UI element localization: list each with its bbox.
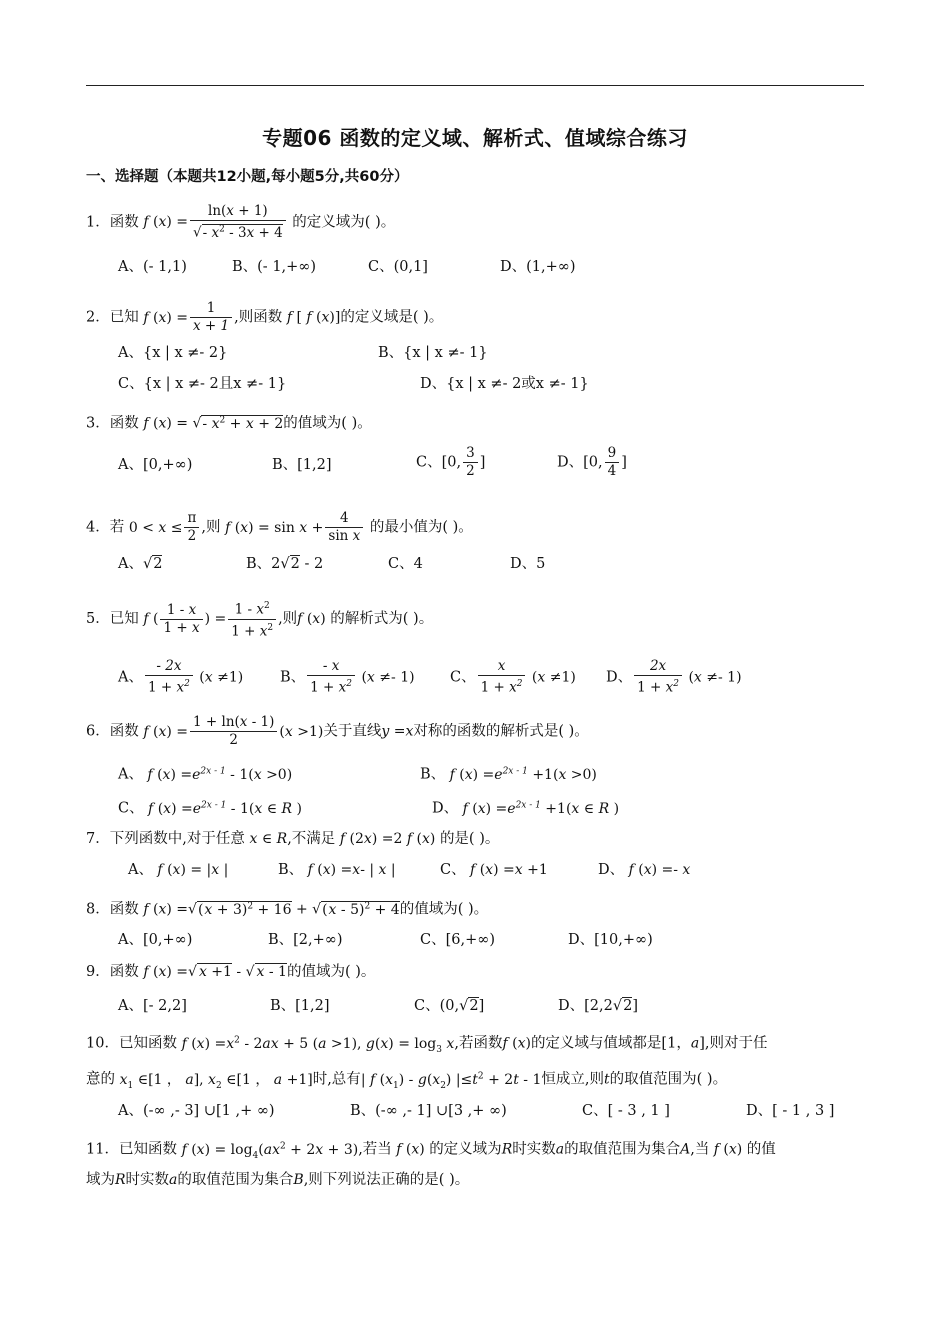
q11-label: 11．已知函数 <box>86 1141 177 1158</box>
q7-option-d[interactable]: D、 f (x) =- x <box>598 862 691 878</box>
q7-formula: f (2x) =2 f (x) <box>339 831 436 847</box>
q10-a: a <box>690 1035 700 1052</box>
q4-option-b[interactable]: B、2√2 - 2 <box>246 556 324 572</box>
q4-formula: f (x) = sin x + $\frac{4}{\text{sin x}}$ <box>225 520 365 536</box>
q6-option-b[interactable]: B、 f $(x) =e^{2x - 1} +1(x >0)$ <box>420 766 597 783</box>
q7-option-c-label: C、 <box>440 862 466 878</box>
q11-text-e: 的取值范围为集合 <box>564 1141 681 1158</box>
q7-tail: 的是( )。 <box>439 831 500 847</box>
q4-option-a[interactable]: A、√2 <box>118 556 163 572</box>
q11-a-2: a <box>169 1172 178 1188</box>
q11-formula: f $(x) = \log_4(ax^2 + 2x + 3)$ <box>181 1141 359 1161</box>
q4-mid: ,则 <box>201 519 221 536</box>
q3-formula: f (x) = √- $x^2 + x + 2$ <box>143 415 284 432</box>
q7-option-b[interactable]: B、 f (x) =x- | x | <box>278 862 396 878</box>
q2-formula: f (x) = $\frac{1}{x + 1}$ <box>143 310 234 326</box>
q3-option-c-label: C、 <box>416 454 442 471</box>
q11-set-b: B <box>293 1172 304 1188</box>
q10-text-c: 的定义域与值域都是[1， <box>530 1035 691 1052</box>
q1-formula: f (x) = $\frac{\ln(x + 1)}{√- x^2 - 3x + 4}$ <box>143 214 287 230</box>
q3-tail: 的值域为( )。 <box>283 415 372 432</box>
q11-text-c: 的定义域为 <box>429 1141 502 1158</box>
q11-fx: f (x) <box>391 1141 425 1158</box>
q9-option-d[interactable]: D、[2,2√2] <box>558 998 639 1014</box>
q3-option-a[interactable]: A、[0,+∞) <box>118 457 193 473</box>
q5-fx: f (x) <box>297 611 326 627</box>
q5-option-a-label: A、 <box>118 669 143 686</box>
q11-text-k: ,则下列说法正确的是( )。 <box>303 1172 470 1188</box>
q6-tail: 对称的函数的解析式是( )。 <box>413 723 589 740</box>
q5-option-d-label: D、 <box>606 669 633 686</box>
question-2 <box>86 300 443 335</box>
q1-tail: 的定义域为( )。 <box>292 214 396 231</box>
q10-option-c[interactable]: C、[ - 3 , 1 ] <box>582 1103 670 1119</box>
q6-option-a-label: A、 <box>118 766 143 783</box>
question-1 <box>86 203 395 242</box>
question-6 <box>86 714 589 749</box>
q9-option-c[interactable]: C、(0,√2] <box>414 998 485 1014</box>
q2-mid: ,则函数 <box>234 309 283 326</box>
q2-tail: 的定义域是( )。 <box>340 309 444 326</box>
q10-option-d[interactable]: D、[ - 1 , 3 ] <box>746 1103 835 1119</box>
q4-condition: 0 < x ≤ $\frac{\pi}{2}$ <box>129 520 202 536</box>
question-7 <box>86 829 499 849</box>
question-11-line-2 <box>86 1170 469 1190</box>
q7-option-c[interactable]: C、 f (x) =x +1 <box>440 862 548 878</box>
q8-option-d[interactable]: D、[10,+∞) <box>568 932 653 948</box>
q7-option-b-label: B、 <box>278 862 304 878</box>
q4-label: 4．若 <box>86 519 125 536</box>
q8-tail: 的值域为( )。 <box>399 901 489 918</box>
q8-label: 8．函数 <box>86 901 139 918</box>
q11-r-2: R <box>115 1172 126 1188</box>
q1-option-d[interactable]: D、(1,+∞) <box>500 259 576 275</box>
q11-text-g: 的值 <box>746 1141 776 1158</box>
q9-option-b[interactable]: B、[1,2] <box>270 998 330 1014</box>
q8-option-b[interactable]: B、[2,+∞) <box>268 932 343 948</box>
q8-formula: f $(x) =√(x + 3)^2 + 16 + √(x - 5)^2 + 4$ <box>143 901 400 918</box>
q10-text-f: 时,总有 <box>312 1071 361 1088</box>
q6-option-c[interactable]: C、 f $(x) =e^{2x - 1} - 1(x$ ∈ R ) <box>118 800 302 817</box>
q2-option-a[interactable]: A、{x | x ≠- 2} <box>118 345 228 361</box>
q11-a: a <box>555 1141 565 1158</box>
q6-mid: 关于直线 <box>323 723 382 740</box>
q10-text-g: 恒成立,则 <box>541 1071 604 1088</box>
q4-option-d[interactable]: D、5 <box>510 556 546 572</box>
q10-text-h: 的取值范围为( )。 <box>609 1071 728 1088</box>
q9-option-a[interactable]: A、[- 2,2] <box>118 998 187 1014</box>
q1-option-b[interactable]: B、(- 1,+∞) <box>232 259 317 275</box>
q10-text-e: 意的 <box>86 1071 115 1088</box>
q7-mid: ,不满足 <box>287 831 336 847</box>
q9-option-d-label: D、 <box>558 998 585 1014</box>
q5-option-d[interactable]: D、 $\frac{2x}{1 + x^2}$ (x ≠- 1) <box>606 658 742 696</box>
q5-option-c[interactable]: C、 $\frac{x}{1 + x^2}$ (x ≠1) <box>450 658 576 696</box>
q7-domain: x ∈ R <box>249 831 288 847</box>
q10-x-domain: $x_1$ ∈[1 ， a], $x_2$ ∈[1 ， a +1] <box>119 1071 313 1091</box>
q10-option-b[interactable]: B、(-∞ ,- 1] ∪[3 ,+ ∞) <box>350 1103 507 1119</box>
question-8 <box>86 896 488 920</box>
q2-option-c[interactable]: C、{x | x ≠- 2且x ≠- 1} <box>118 376 287 392</box>
question-5 <box>86 598 433 640</box>
q6-option-a[interactable]: A、 f $(x) =e^{2x - 1} - 1(x >0)$ <box>118 766 293 783</box>
q3-option-d[interactable]: D、[0, $\frac{9}{4}$ ] <box>557 445 627 479</box>
q9-label: 9．函数 <box>86 964 139 980</box>
q5-option-a[interactable]: A、 $\frac{- 2x}{1 + x^2}$ (x ≠1) <box>118 658 244 696</box>
q10-text-d: ],则对于任 <box>699 1035 768 1052</box>
q10-text-b: ,若函数 <box>454 1035 503 1052</box>
q11-text-f: ,当 <box>690 1141 710 1158</box>
q9-option-c-label: C、 <box>414 998 440 1014</box>
q11-fx-2: f (x) <box>709 1141 743 1158</box>
q6-label: 6．函数 <box>86 723 139 740</box>
q3-label: 3．函数 <box>86 415 139 432</box>
q11-r: R <box>501 1141 513 1158</box>
q2-option-d[interactable]: D、{x | x ≠- 2或x ≠- 1} <box>420 376 589 392</box>
q10-label: 10．已知函数 <box>86 1035 177 1052</box>
q4-option-a-label: A、 <box>118 556 143 572</box>
q8-option-a[interactable]: A、[0,+∞) <box>118 932 193 948</box>
q7-option-a-label: A、 <box>128 862 153 878</box>
header-rule <box>86 85 864 86</box>
q10-fx: f (x) <box>502 1035 531 1052</box>
question-3 <box>86 410 372 434</box>
q6-option-b-label: B、 <box>420 766 446 783</box>
q10-option-a[interactable]: A、(-∞ ,- 3] ∪[1 ,+ ∞) <box>118 1103 275 1119</box>
q5-formula: f ( $\frac{1 - x}{1 + x}$ ) = $\frac{1 - x^2}{1 + x^2}$ <box>143 611 278 627</box>
q7-option-d-label: D、 <box>598 862 625 878</box>
question-9 <box>86 962 375 982</box>
q6-formula: f (x) = $\frac{1 + \ln(x - 1)}{2}$ (x >1) <box>143 714 324 748</box>
page-title: 专题06 函数的定义域、解析式、值域综合练习 <box>262 126 688 150</box>
q5-mid: ,则 <box>278 611 298 627</box>
q4-option-b-label: B、 <box>246 556 272 572</box>
q11-text-h: 域为 <box>86 1172 115 1188</box>
q11-set-a: A <box>680 1141 691 1158</box>
q5-option-b-label: B、 <box>280 669 306 686</box>
q3-option-d-label: D、 <box>557 454 584 471</box>
q7-label: 7．下列函数中,对于任意 <box>86 831 245 847</box>
q5-option-b[interactable]: B、 $\frac{- x}{1 + x^2}$ (x ≠- 1) <box>280 658 415 696</box>
q4-tail: 的最小值为( )。 <box>369 519 473 536</box>
q3-option-b[interactable]: B、[1,2] <box>272 457 332 473</box>
q1-option-c[interactable]: C、(0,1] <box>368 259 428 275</box>
q5-label: 5．已知 <box>86 611 139 627</box>
q2-label: 2．已知 <box>86 309 139 326</box>
q2-formula-2: f [ f (x)] <box>286 309 341 326</box>
q1-label: 1．函数 <box>86 214 139 231</box>
section-heading: 一、选择题（本题共12小题,每小题5分,共60分） <box>86 169 409 185</box>
q6-option-d[interactable]: D、 f $(x) =e^{2x - 1} +1(x$ ∈ R ) <box>432 800 620 817</box>
q11-text-i: 时实数 <box>125 1172 170 1188</box>
q10-f-formula: f $(x) =x^2 - 2ax + 5$ (a >1), $g(x) = \log_3 x$ <box>181 1035 455 1055</box>
q2-option-b[interactable]: B、{x | x ≠- 1} <box>378 345 488 361</box>
q5-tail: 的解析式为( )。 <box>330 611 434 627</box>
q5-option-c-label: C、 <box>450 669 476 686</box>
q1-option-a[interactable]: A、(- 1,1) <box>118 259 187 275</box>
q8-option-c[interactable]: C、[6,+∞) <box>420 932 495 948</box>
q11-text-j: 的取值范围为集合 <box>177 1172 294 1188</box>
q7-option-a[interactable]: A、 f (x) = |x | <box>128 862 229 878</box>
q10-inequality: | f $(x_1) - g(x_2) |\le t^2 + 2t - 1$ <box>360 1071 542 1091</box>
question-10-line-1 <box>86 1030 767 1059</box>
q4-option-c[interactable]: C、4 <box>388 556 423 572</box>
question-4 <box>86 510 473 545</box>
q6-line: y =x <box>381 723 414 740</box>
q6-option-c-label: C、 <box>118 800 144 817</box>
question-11-line-1 <box>86 1136 776 1165</box>
q9-tail: 的值域为( )。 <box>286 964 376 980</box>
q9-formula: f (x) =√ x +1 - √ x - 1 <box>143 964 287 980</box>
q6-option-d-label: D、 <box>432 800 459 817</box>
q10-t: t <box>604 1071 610 1088</box>
q11-text-d: 时实数 <box>512 1141 556 1158</box>
q3-option-c[interactable]: C、[0, $\frac{3}{2}$ ] <box>416 445 486 479</box>
question-10-line-2 <box>86 1066 727 1095</box>
q11-text-b: ,若当 <box>358 1141 392 1158</box>
